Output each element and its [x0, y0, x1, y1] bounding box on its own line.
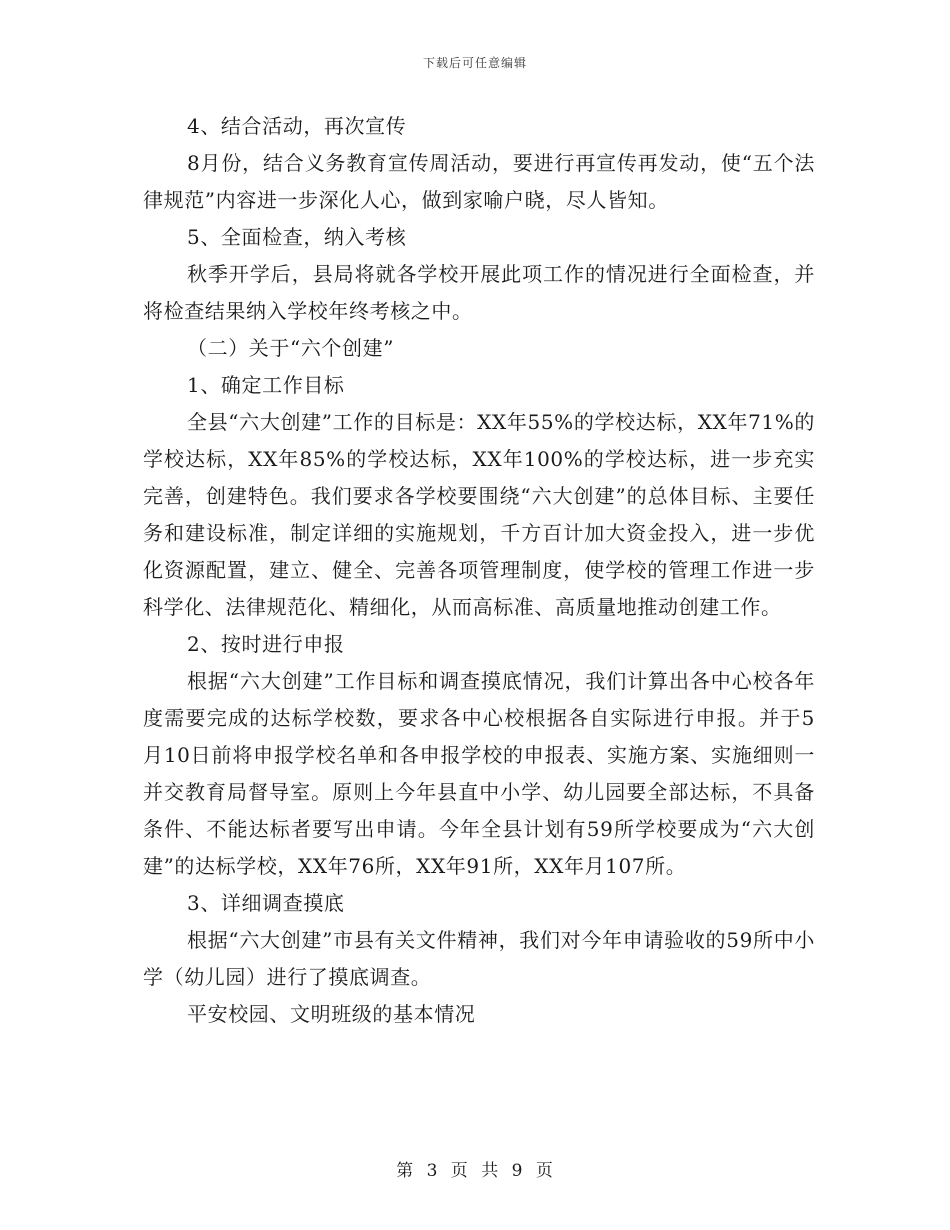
paragraph: 秋季开学后，县局将就各学校开展此项工作的情况进行全面检查，并将检查结果纳入学校年终考核之中。: [143, 262, 815, 323]
total-page-number: 9: [511, 1161, 524, 1181]
section-heading-two: （二）关于“六个创建”: [187, 336, 395, 360]
paragraph: 根据“六大创建”工作目标和调查摸底情况，我们计算出各中心校各年度需要完成的达标学校数，要求各中心校根据各自实际进行申报。并于5月10日前将申报学校名单和各申报学校的申报表、实施方案、实施细则一并交教育局督导室。原则上今年县直中小学、幼儿园要全部达标，不具备条件、不能达标者要写出申请。今年全县计划有59所学校要成为“六大创建”的达标学校，XX年76所，XX年91所，XX年月107所。: [143, 669, 815, 878]
paragraph: 8月份，结合义务教育宣传周活动，要进行再宣传再发动，使“五个法律规范”内容进一步深化人心，做到家喻户晓，尽人皆知。: [143, 151, 815, 212]
page-header-note: 下载后可任意编辑: [422, 56, 527, 70]
footer-prefix: 第: [396, 1161, 415, 1181]
section-heading-2: 2、按时进行申报: [187, 632, 345, 656]
section-heading-1: 1、确定工作目标: [187, 373, 345, 397]
footer-page-word: 页: [450, 1161, 469, 1181]
current-page-number: 3: [426, 1161, 439, 1181]
paragraph: 平安校园、文明班级的基本情况: [187, 1002, 476, 1026]
section-heading-3: 3、详细调查摸底: [187, 891, 345, 915]
document-body: [143, 108, 815, 1033]
page-footer: [0, 1156, 950, 1181]
footer-total-word: 共: [481, 1161, 500, 1181]
paragraph: 全县“六大创建”工作的目标是：XX年55%的学校达标，XX年71%的学校达标，XX年85%的学校达标，XX年100%的学校达标，进一步充实完善，创建特色。我们要求各学校要围绕“六大创建”的总体目标、主要任务和建设标准，制定详细的实施规划，千方百计加大资金投入，进一步优化资源配置，建立、健全、完善各项管理制度，使学校的管理工作进一步科学化、法律规范化、精细化，从而高标准、高质量地推动创建工作。: [143, 410, 815, 619]
paragraph: 根据“六大创建”市县有关文件精神，我们对今年申请验收的59所中小学（幼儿园）进行了摸底调查。: [143, 928, 815, 989]
section-heading-5: 5、全面检查，纳入考核: [187, 225, 407, 249]
section-heading-4: 4、结合活动，再次宣传: [187, 114, 407, 138]
footer-suffix: 页: [535, 1161, 554, 1181]
